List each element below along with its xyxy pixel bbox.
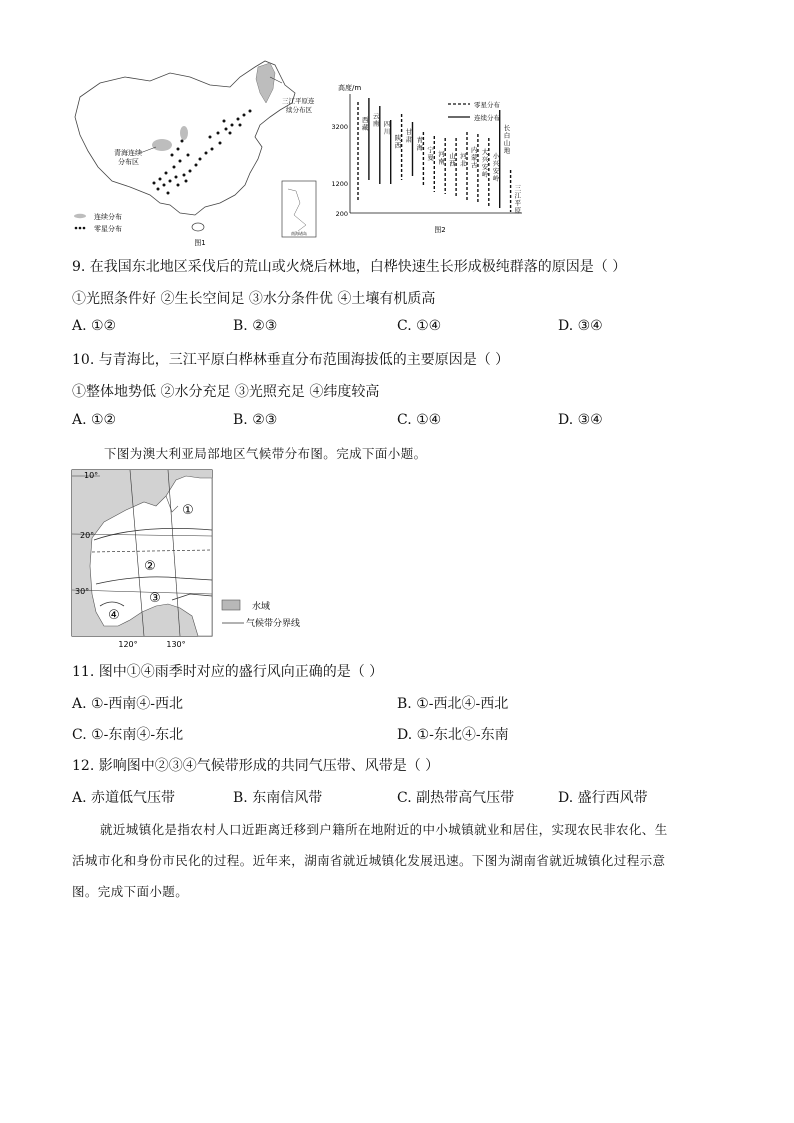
intro-hunan-line3: 图。完成下面小题。 xyxy=(72,884,189,899)
region-label-13: 山 xyxy=(503,139,511,147)
q12-option-a[interactable]: A. 赤道低气压带 xyxy=(72,790,176,806)
region-label-1: 云 xyxy=(372,112,380,120)
intro-australia: 下图为澳大利亚局部地区气候带分布图。完成下面小题。 xyxy=(104,446,427,461)
region-label-2: 川 xyxy=(383,127,391,136)
altitude-range-chart xyxy=(330,80,530,240)
region-label-6: 宁 xyxy=(427,146,434,154)
legend-continuous: 连续分布 xyxy=(94,213,122,221)
lat-20: 20° xyxy=(80,531,95,540)
sanjiang-label-2: 续分布区 xyxy=(286,106,312,114)
q10-option-b[interactable]: B. ②③ xyxy=(233,412,278,428)
q12-stem: 12. 影响图中②③④气候带形成的共同气压带、风带是（ ） xyxy=(72,758,440,774)
q9-option-a[interactable]: A. ①② xyxy=(72,318,117,334)
q11-option-b[interactable]: B. ①-西北④-西北 xyxy=(397,696,509,712)
tick-1200: 1200 xyxy=(331,180,348,188)
legend-water: 水域 xyxy=(252,602,271,612)
q9-stem: 9. 在我国东北地区采伐后的荒山或火烧后林地，白桦快速生长形成极纯群落的原因是（ ） xyxy=(72,259,627,275)
region-label-14: 三 xyxy=(514,184,522,192)
region-label-5: 青 xyxy=(416,136,423,144)
zone-1: ① xyxy=(182,503,194,518)
region-label-7: 河 xyxy=(438,150,445,158)
region-label-11: 大 xyxy=(481,148,489,156)
q9-items: ①光照条件好 ②生长空间足 ③水分条件优 ④土壤有机质高 xyxy=(72,291,436,307)
region-label-0: 西 xyxy=(362,116,369,124)
zone-3: ③ xyxy=(149,591,161,606)
q10-stem: 10. 与青海比，三江平原白桦林垂直分布范围海拔低的主要原因是（ ） xyxy=(72,352,510,368)
fig1-caption: 图1 xyxy=(194,239,206,247)
region-label-9: 河 xyxy=(460,152,467,160)
legend-boundary: 气候带分界线 xyxy=(246,619,301,629)
qinghai-label-1: 青海连续 xyxy=(114,149,142,157)
china-distribution-map xyxy=(70,55,330,250)
inset-label: 南海诸岛 xyxy=(291,231,307,236)
scattered-dots xyxy=(153,110,252,195)
region-label-3: 西 xyxy=(394,141,402,150)
region-label-5: 海 xyxy=(416,143,423,152)
q12-option-c[interactable]: C. 副热带高气压带 xyxy=(397,790,515,806)
region-label-14: 原 xyxy=(514,206,522,215)
q11-option-c[interactable]: C. ①-东南④-东北 xyxy=(72,727,184,743)
region-label-10: 内 xyxy=(471,146,478,154)
intro-hunan-line2: 活城市化和身份市民化的过程。近年来，湖南省就近城镇化发展迅速。下图为湖南省就近城镇化过程示意 xyxy=(72,853,666,868)
south-china-sea-inset xyxy=(282,181,316,237)
region-label-12: 岭 xyxy=(492,174,500,183)
region-label-14: 平 xyxy=(514,199,522,207)
region-label-10: 古 xyxy=(471,161,478,169)
region-label-13: 长 xyxy=(503,124,511,132)
tick-3200: 3200 xyxy=(331,123,348,131)
region-label-10: 蒙 xyxy=(471,153,478,162)
region-label-2: 四 xyxy=(383,120,391,128)
q9-option-c[interactable]: C. ①④ xyxy=(397,318,442,334)
region-label-13: 地 xyxy=(503,146,511,155)
region-label-11: 兴 xyxy=(481,155,489,164)
q12-option-b[interactable]: B. 东南信风带 xyxy=(233,790,323,806)
region-label-6: 夏 xyxy=(427,153,434,162)
sanjiang-label-1: 三江平原连 xyxy=(282,97,315,105)
q11-option-d[interactable]: D. ①-东北④-东南 xyxy=(397,727,509,743)
region-label-12: 安 xyxy=(492,167,500,175)
region-label-13: 白 xyxy=(503,131,511,140)
fig2-caption: 图2 xyxy=(434,226,446,234)
q12-option-d[interactable]: D. 盛行西风带 xyxy=(558,790,648,806)
region-label-14: 江 xyxy=(514,191,522,200)
region-label-11: 岭 xyxy=(481,170,489,179)
fig2-legend-scattered: 零星分布 xyxy=(474,101,500,109)
q10-option-a[interactable]: A. ①② xyxy=(72,412,117,428)
q9-option-d[interactable]: D. ③④ xyxy=(558,318,603,334)
fig2-legend-continuous: 连续分布 xyxy=(474,114,500,122)
region-label-7: 南 xyxy=(438,157,445,166)
qinghai-label-2: 分布区 xyxy=(118,158,139,166)
region-label-11: 安 xyxy=(481,163,489,171)
region-label-4: 甘 xyxy=(405,128,413,136)
legend-scattered: 零星分布 xyxy=(94,225,122,233)
sanjiang-continuous-area xyxy=(256,63,275,103)
lon-130: 130° xyxy=(166,640,186,649)
region-label-1: 南 xyxy=(372,119,380,128)
zone-4: ④ xyxy=(108,608,120,623)
q10-option-c[interactable]: C. ①④ xyxy=(397,412,442,428)
region-label-0: 藏 xyxy=(362,123,369,132)
region-label-12: 兴 xyxy=(492,159,500,168)
australia-climate-map xyxy=(60,466,330,652)
q11-option-a[interactable]: A. ①-西南④-西北 xyxy=(72,696,184,712)
tick-200: 200 xyxy=(335,210,348,218)
region-label-8: 西 xyxy=(449,159,456,168)
q11-stem: 11. 图中①④雨季时对应的盛行风向正确的是（ ） xyxy=(72,664,384,680)
region-label-4: 肃 xyxy=(405,135,413,144)
q9-option-b[interactable]: B. ②③ xyxy=(233,318,278,334)
region-label-12: 小 xyxy=(492,152,500,160)
zone-2: ② xyxy=(144,559,156,574)
qinghai-continuous-area xyxy=(152,139,172,151)
q10-items: ①整体地势低 ②水分充足 ③光照充足 ④纬度较高 xyxy=(72,384,380,400)
fig2-ylabel: 高度/m xyxy=(338,84,362,92)
lon-120: 120° xyxy=(118,640,138,649)
lat-10: 10° xyxy=(84,471,99,480)
region-label-3: 陕 xyxy=(394,134,402,142)
region-label-9: 北 xyxy=(460,159,467,168)
intro-hunan-line1: 就近城镇化是指农村人口近距离迁移到户籍所在地附近的中小城镇就业和居住，实现农民非农化、生 xyxy=(100,822,668,837)
region-label-8: 山 xyxy=(449,152,456,160)
q10-option-d[interactable]: D. ③④ xyxy=(558,412,603,428)
lat-30: 30° xyxy=(75,587,90,596)
